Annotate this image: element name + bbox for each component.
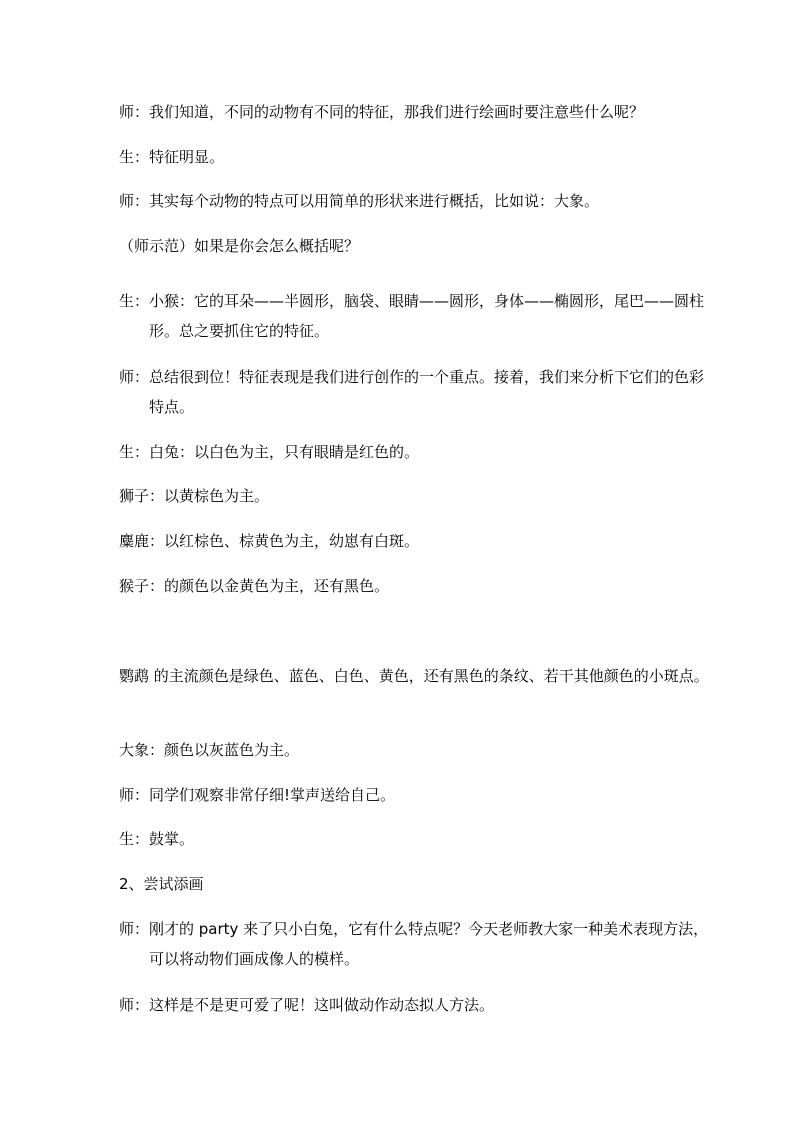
paragraph-2: 生：特征明显。: [119, 148, 225, 166]
paragraph-8: 狮子：以黄棕色为主。: [119, 487, 270, 505]
paragraph-6: 师：总结很到位！特征表现是我们进行创作的一个重点。接着，我们来分析下它们的色彩特点。: [119, 368, 705, 416]
paragraph-14: 生：鼓掌。: [119, 830, 195, 848]
paragraph-4: （师示范）如果是你会怎么概括呢？: [119, 237, 360, 255]
section-heading: 2、尝试添画: [119, 875, 204, 893]
paragraph-5: 生：小猴：它的耳朵——半圆形，脑袋、眼睛——圆形，身体——椭圆形，尾巴——圆柱形。总之要抓住它的特征。: [119, 292, 705, 340]
paragraph-3: 师：其实每个动物的特点可以用简单的形状来进行概括，比如说：大象。: [119, 192, 600, 210]
paragraph-10: 猴子：的颜色以金黄色为主，还有黑色。: [119, 577, 390, 595]
paragraph-16: 师：刚才的 party 来了只小白兔，它有什么特点呢？今天老师教大家一种美术表现方法，可以将动物们画成像人的模样。: [119, 920, 709, 968]
paragraph-17: 师：这样是不是更可爱了呢！这叫做动作动态拟人方法。: [119, 996, 495, 1014]
paragraph-13: 师：同学们观察非常仔细!掌声送给自己。: [119, 786, 396, 804]
paragraph-1: 师：我们知道，不同的动物有不同的特征，那我们进行绘画时要注意些什么呢？: [119, 103, 645, 121]
paragraph-11: 鹦鹉 的主流颜色是绿色、蓝色、白色、黄色，还有黑色的条纹、若干其他颜色的小斑点。: [119, 667, 709, 685]
paragraph-12: 大象：颜色以灰蓝色为主。: [119, 741, 300, 759]
paragraph-7: 生：白兔：以白色为主，只有眼睛是红色的。: [119, 443, 420, 461]
paragraph-9: 麋鹿：以红棕色、棕黄色为主，幼崽有白斑。: [119, 532, 420, 550]
